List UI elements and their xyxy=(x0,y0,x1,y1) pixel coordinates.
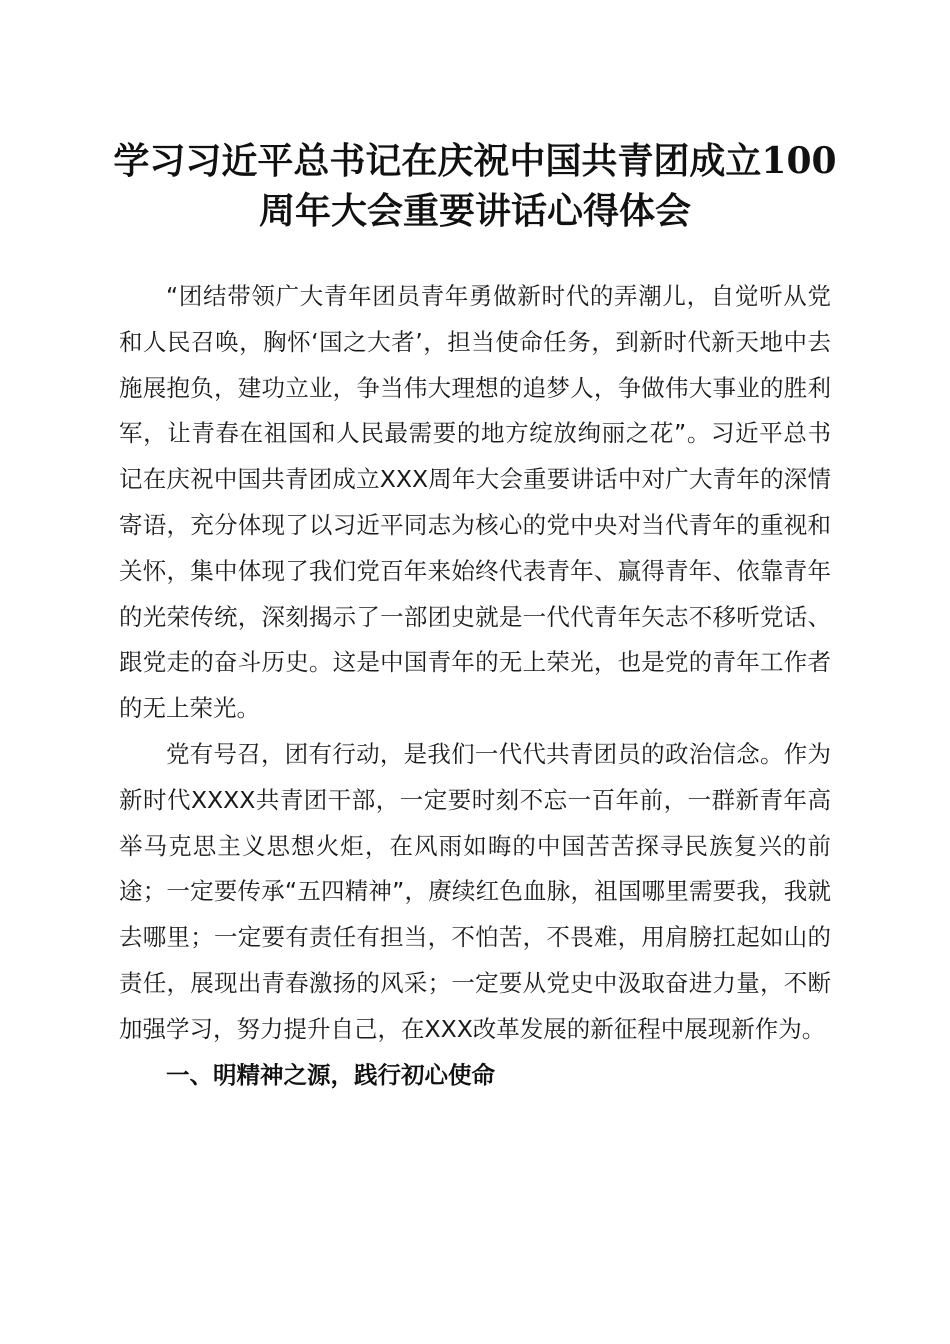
paragraph-1: “团结带领广大青年团员青年勇做新时代的弄潮儿，自觉听从党和人民召唤，胸怀‘国之大者’，担当使命任务，到新时代新天地中去施展抱负，建功立业，争当伟大理想的追梦人，争做伟大事业的胜利军，让青春在祖国和人民最需要的地方绽放绚丽之花”。习近平总书记在庆祝中国共青团成立XXX周年大会重要讲话中对广大青年的深情寄语，充分体现了以习近平同志为核心的党中央对当代青年的重视和关怀，集中体现了我们党百年来始终代表青年、赢得青年、依靠青年的光荣传统，深刻揭示了一部团史就是一代代青年矢志不移听党话、跟党走的奋斗历史。这是中国青年的无上荣光，也是党的青年工作者的无上荣光。 xyxy=(119,282,831,723)
document-title xyxy=(100,136,850,236)
title-line-1: 学习习近平总书记在庆祝中国共青团成立100 xyxy=(113,140,837,182)
section-heading-1: 一、明精神之源，践行初心使命 xyxy=(166,1060,495,1089)
title-line-2: 周年大会重要讲话心得体会 xyxy=(258,190,691,232)
document-body xyxy=(119,274,831,1098)
paragraph-2: 党有号召，团有行动，是我们一代代共青团员的政治信念。作为新时代XXXX共青团干部，一定要时刻不忘一百年前，一群新青年高举马克思主义思想火炬，在风雨如晦的中国苦苦探寻民族复兴的前途；一定要传承“五四精神”，赓续红色血脉，祖国哪里需要我，我就去哪里；一定要有责任有担当，不怕苦，不畏难，用肩膀扛起如山的责任，展现出青春激扬的风采；一定要从党史中汲取奋进力量，不断加强学习，努力提升自己，在XXX改革发展的新征程中展现新作为。 xyxy=(119,739,831,1043)
